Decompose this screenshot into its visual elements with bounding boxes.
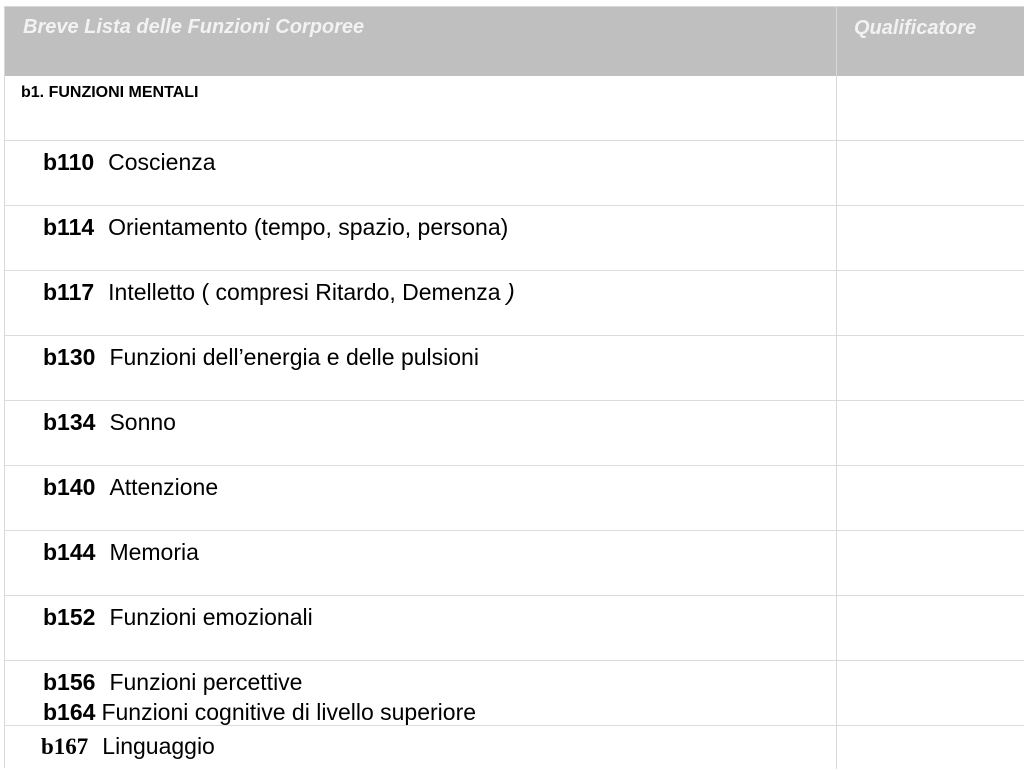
function-item [43, 539, 199, 566]
table-row [5, 206, 1024, 271]
table-row [5, 141, 1024, 206]
table-row [5, 466, 1024, 531]
function-label: Coscienza [108, 149, 216, 175]
function-code: b164 [43, 699, 96, 725]
table-row [5, 596, 1024, 661]
function-code: b144 [43, 539, 96, 565]
function-label: Funzioni emozionali [109, 604, 313, 630]
function-code: b152 [43, 604, 96, 630]
function-item [43, 604, 313, 631]
function-label: Intelletto ( compresi Ritardo, Demenza [108, 279, 507, 305]
function-item [43, 344, 479, 371]
list-title: Breve Lista delle Funzioni Corporee [23, 16, 365, 38]
function-item [43, 409, 176, 436]
function-code: b110 [43, 149, 95, 175]
function-code: b156 [43, 669, 96, 695]
table-row [5, 336, 1024, 401]
function-label: Attenzione [109, 474, 219, 500]
table-row [5, 661, 1024, 726]
function-label: Sonno [109, 409, 176, 435]
function-item [43, 279, 515, 306]
section-label: b1. FUNZIONI MENTALI [21, 84, 199, 101]
function-item [43, 214, 508, 241]
function-label-suffix: ) [506, 279, 515, 305]
function-code: b114 [43, 214, 95, 240]
table-row [5, 401, 1024, 466]
function-label: Memoria [109, 539, 199, 565]
table-row [5, 730, 1024, 770]
function-label: Funzioni percettive [109, 669, 303, 695]
function-code: b140 [43, 474, 96, 500]
section-row [5, 76, 1024, 141]
table-header [5, 7, 1024, 76]
function-item [43, 474, 218, 501]
table-row [5, 271, 1024, 336]
function-code: b167 [41, 734, 89, 759]
function-label: Funzioni dell’energia e delle pulsioni [109, 344, 479, 370]
function-label: Linguaggio [102, 733, 215, 759]
function-item [43, 699, 476, 726]
body-functions-table [4, 6, 1024, 768]
qualifier-column-title: Qualificatore [854, 17, 977, 39]
function-item [43, 669, 302, 696]
function-code: b130 [43, 344, 96, 370]
function-item [41, 733, 215, 760]
function-item [43, 149, 216, 176]
function-label: Funzioni cognitive di livello superiore [101, 699, 477, 725]
table-row [5, 531, 1024, 596]
function-label: Orientamento (tempo, spazio, persona) [108, 214, 509, 240]
function-code: b117 [43, 279, 95, 305]
function-code: b134 [43, 409, 96, 435]
